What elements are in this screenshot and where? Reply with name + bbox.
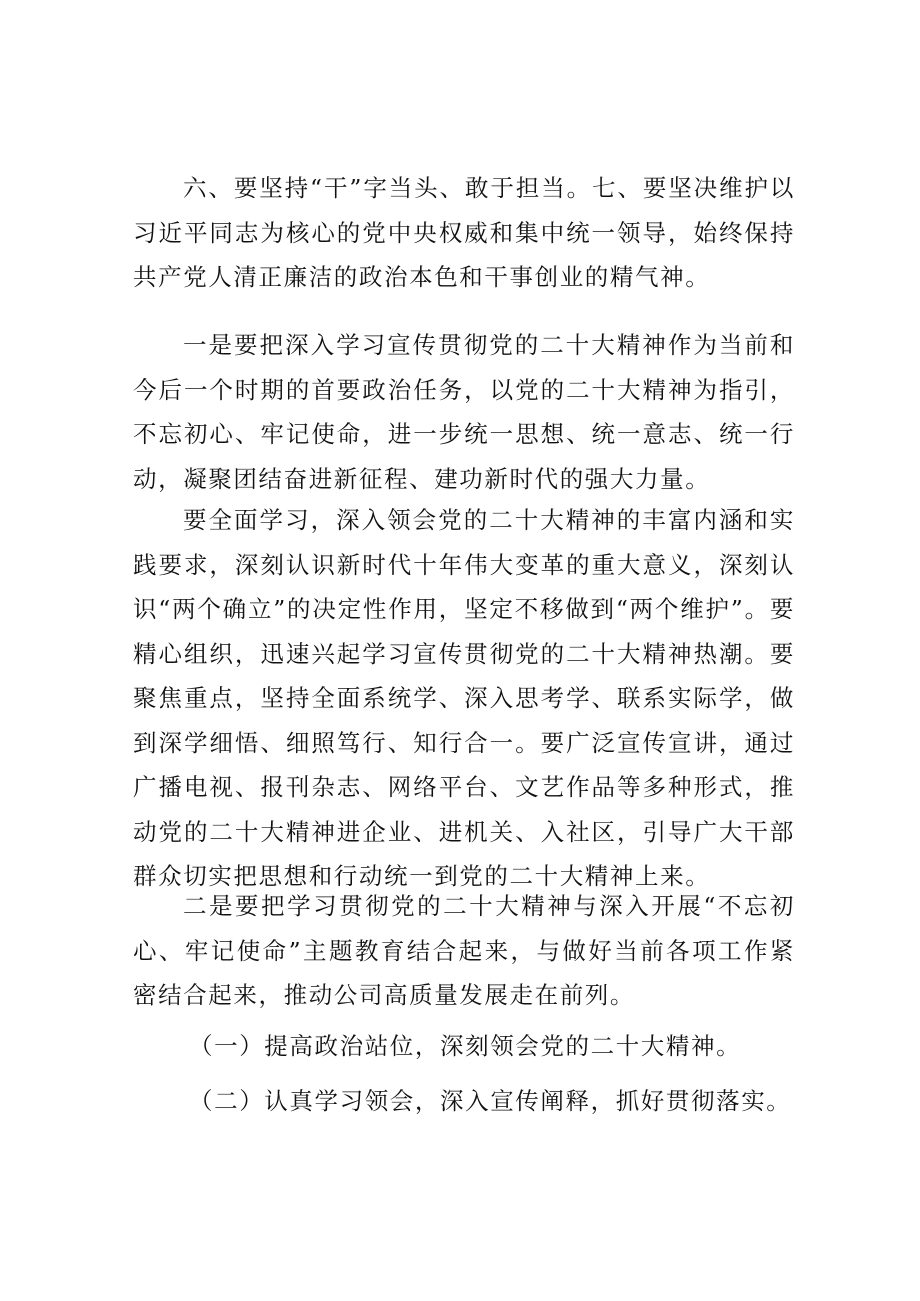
paragraph-4: 二是要把学习贯彻党的二十大精神与深入开展“不忘初心、牢记使命”主题教育结合起来，与做好当前各项工作紧密结合起来，推动公司高质量发展走在前列。 <box>133 892 795 1009</box>
paragraph-3: 要全面学习，深入领会党的二十大精神的丰富内涵和实践要求，深刻认识新时代十年伟大变革的重大意义，深刻认识“两个确立”的决定性作用，坚定不移做到“两个维护”。要精心组织，迅速兴起学习宣传贯彻党的二十大精神热潮。要聚焦重点，坚持全面系统学、深入思考学、联系实际学，做到深学细悟、细照笃行、知行合一。要广泛宣传宣讲，通过广播电视、报刊杂志、网络平台、文艺作品等多种形式，推动党的二十大精神进企业、进机关、入社区，引导广大干部群众切实把思想和行动统一到党的二十大精神上来。 <box>133 506 795 890</box>
paragraph-2: 一是要把深入学习宣传贯彻党的二十大精神作为当前和今后一个时期的首要政治任务，以党的二十大精神为指引，不忘初心、牢记使命，进一步统一思想、统一意志、统一行动，凝聚团结奋进新征程、建功新时代的强大力量。 <box>133 331 795 493</box>
subheading-1: （一）提高政治站位，深刻领会党的二十大精神。 <box>189 1032 742 1060</box>
paragraph-1: 六、要坚持“干”字当头、敢于担当。七、要坚决维护以习近平同志为核心的党中央权威和集中统一领导，始终保持共产党人清正廉洁的政治本色和干事创业的精气神。 <box>133 174 795 291</box>
subheading-2: （二）认真学习领会，深入宣传阐释，抓好贯彻落实。 <box>189 1087 792 1115</box>
